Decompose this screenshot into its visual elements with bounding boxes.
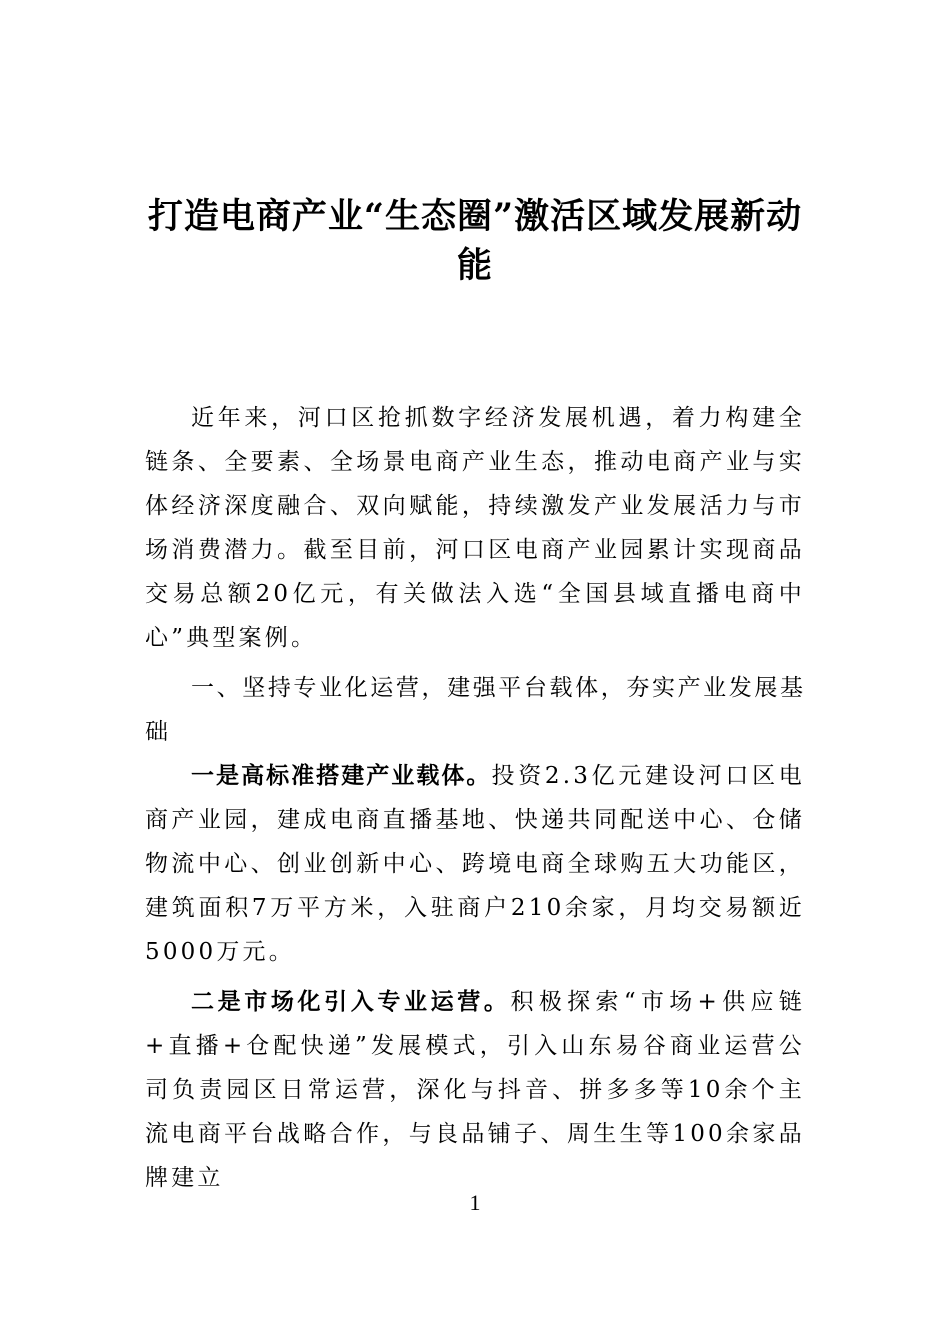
point-two-text: 积极探索“市场+供应链+直播+仓配快递”发展模式，引入山东易谷商业运营公司负责园区日常运营，深化与抖音、拼多多等10余个主流电商平台战略合作，与良品铺子、周生生等100余家品牌建立 <box>145 989 806 1191</box>
document-title: 打造电商产业“生态圈”激活区域发展新动能 <box>147 196 803 286</box>
section-heading: 一、坚持专业化运营，建强平台载体，夯实产业发展基础 <box>145 675 805 745</box>
page-number: 1 <box>469 1190 481 1215</box>
point-two-paragraph <box>145 980 805 1200</box>
point-one-paragraph <box>145 754 805 974</box>
point-two-lead: 二是市场化引入专业运营。 <box>191 989 511 1015</box>
point-one-text: 投资2.3亿元建设河口区电商产业园，建成电商直播基地、快递共同配送中心、仓储物流中心、创业创新中心、跨境电商全球购五大功能区，建筑面积7万平方米，入驻商户210余家，月均交易额近5000万元。 <box>145 763 806 965</box>
point-one-lead: 一是高标准搭建产业载体。 <box>191 763 492 789</box>
intro-paragraph: 近年来，河口区抢抓数字经济发展机遇，着力构建全链条、全要素、全场景电商产业生态，推动电商产业与实体经济深度融合、双向赋能，持续激发产业发展活力与市场消费潜力。截至目前，河口区电商产业园累计实现商品交易总额20亿元，有关做法入选“全国县域直播电商中心”典型案例。 <box>145 405 805 651</box>
document-body <box>145 396 805 1200</box>
